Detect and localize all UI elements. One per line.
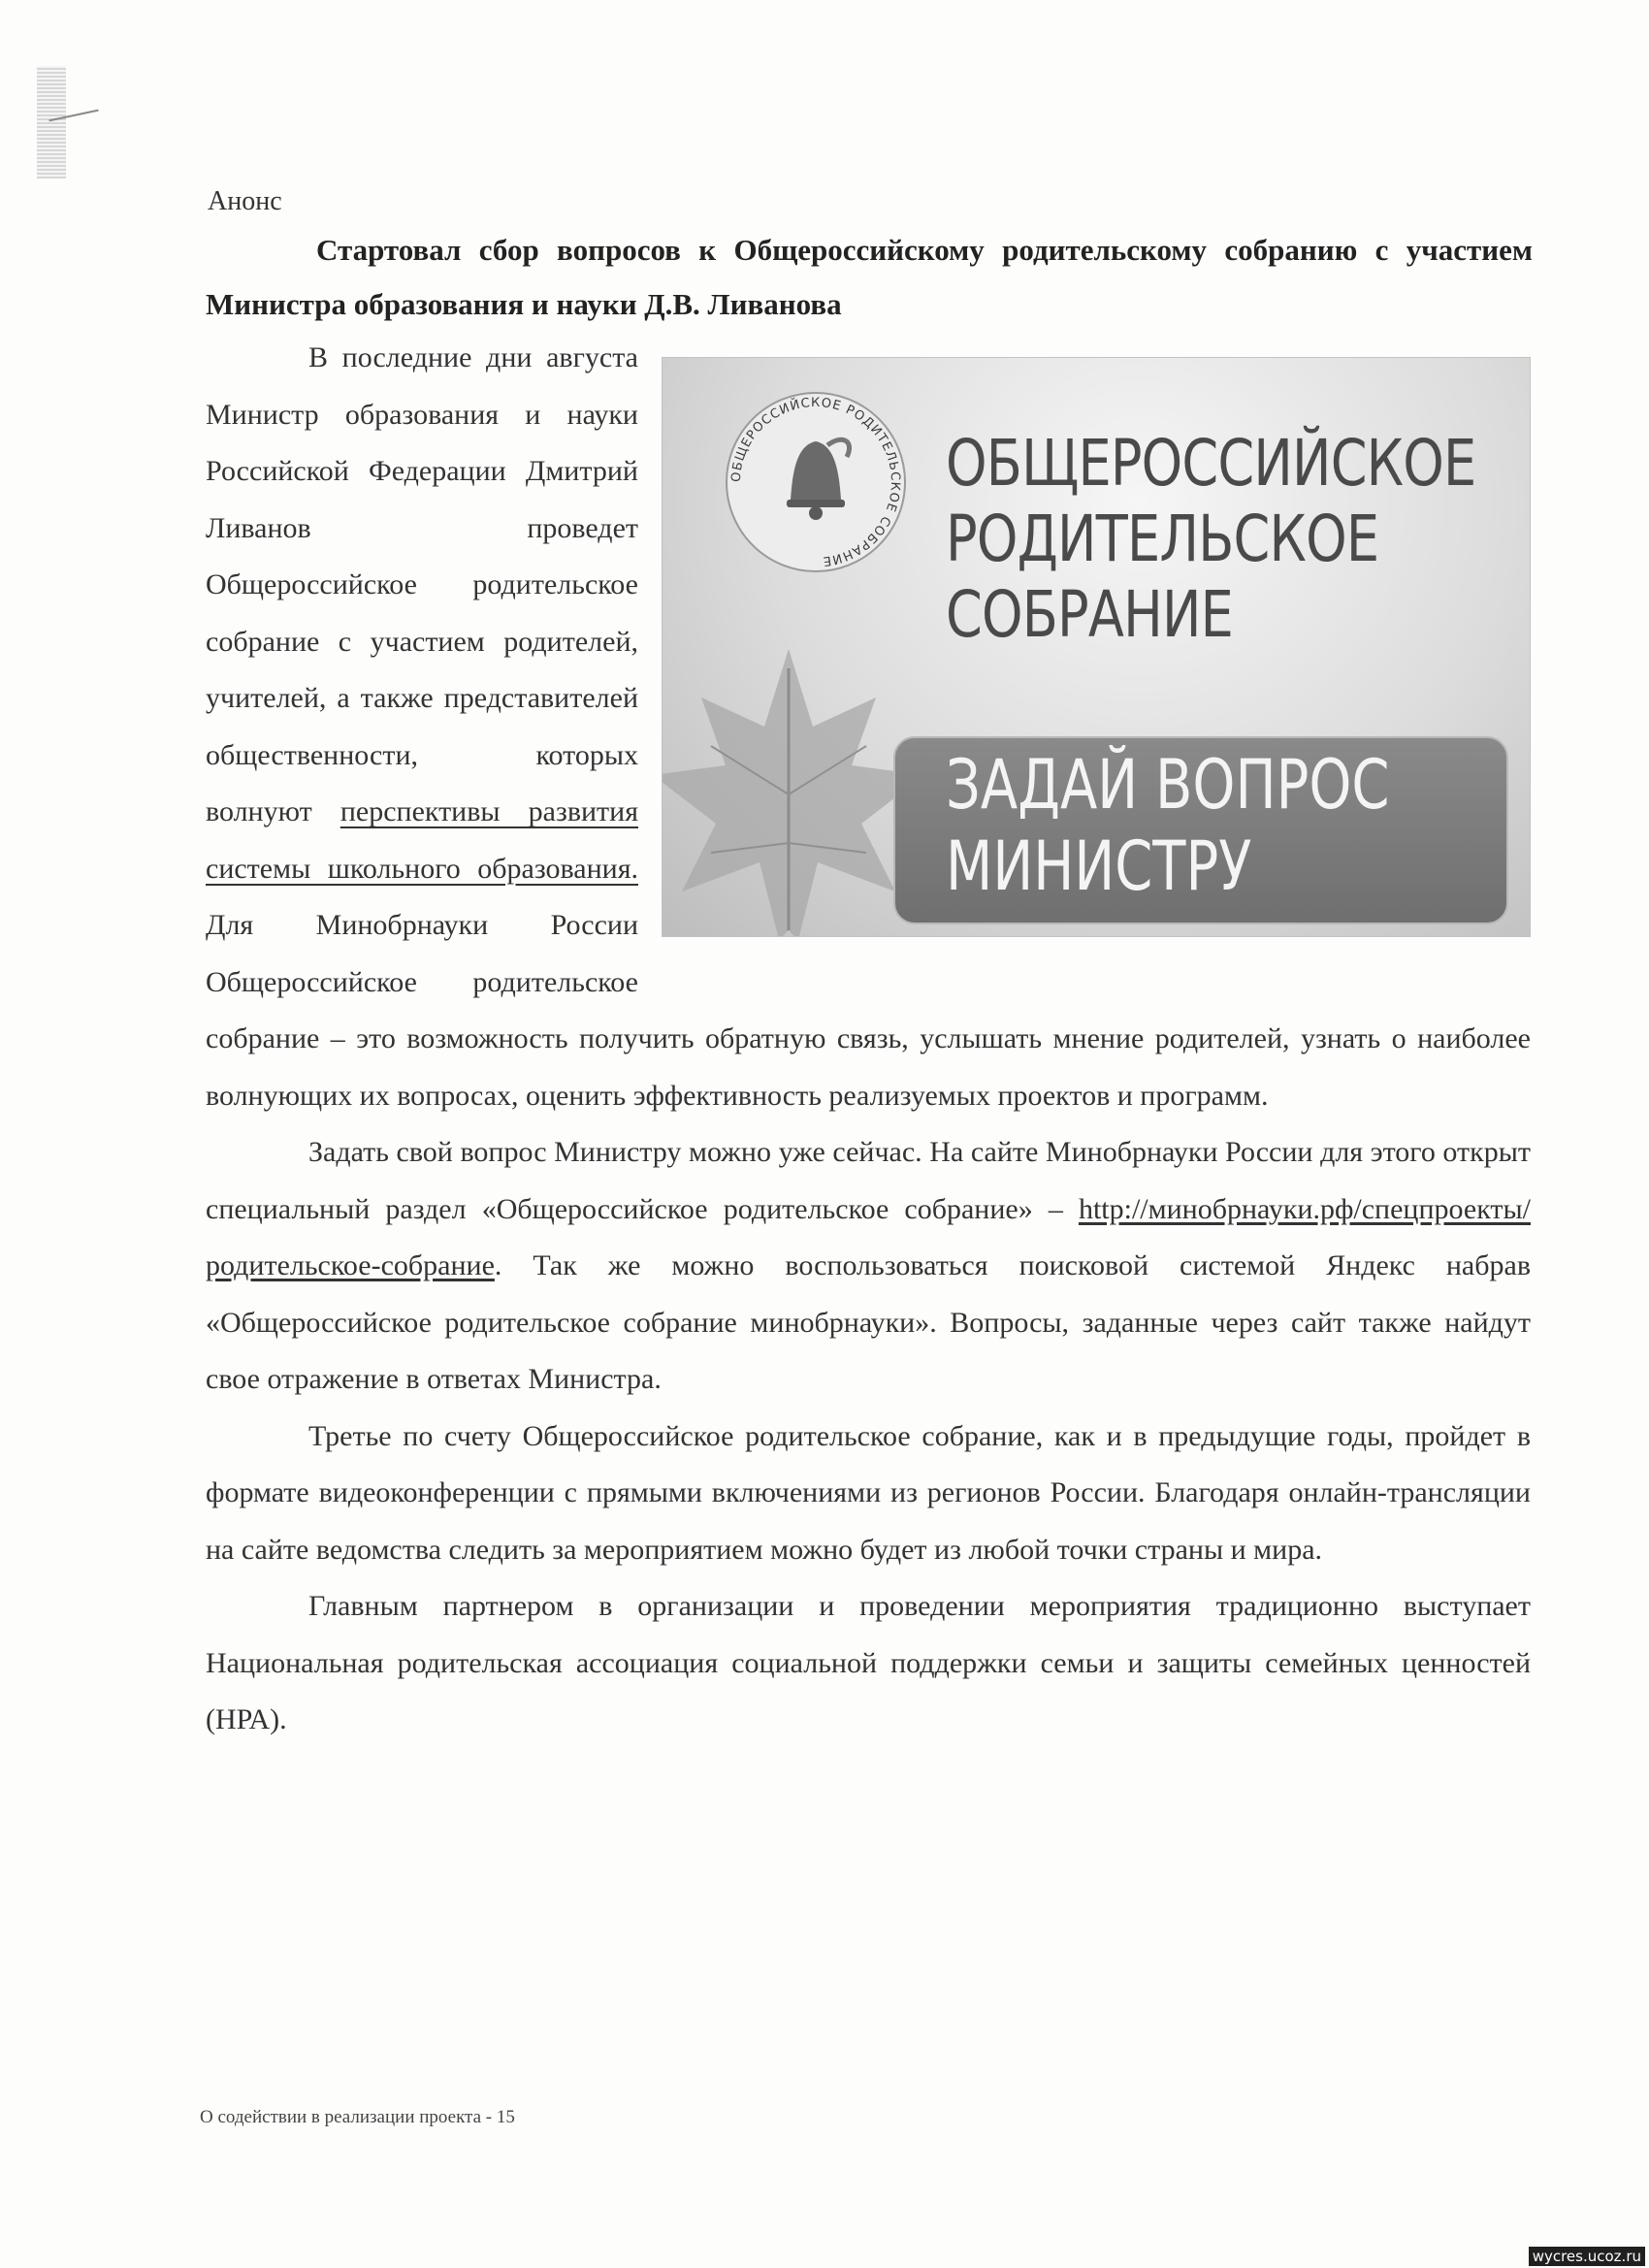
paragraph-4: Главным партнером в организации и проведении мероприятия традиционно выступает Национальная родительская ассоциация социальной поддержки семьи и защиты семейных ценностей (НРА). xyxy=(206,1590,1531,1735)
banner-title xyxy=(946,426,1475,653)
banner-title-line-1: ОБЩЕРОССИЙСКОЕ xyxy=(946,426,1476,501)
article-body xyxy=(206,330,1531,1749)
page-footer: О содействии в реализации проекта - 15 xyxy=(200,2107,515,2127)
paragraph-2-part-b: . Так же можно воспользоваться поисковой системой Яндекс набрав «Общероссийское родительское собрание минобрнауки». Вопросы, заданные через сайт также найдут свое отражение в ответах Министра. xyxy=(206,1249,1531,1395)
parent-meeting-banner xyxy=(662,357,1531,937)
emblem-bell-icon xyxy=(719,385,913,579)
scan-edge-artifact xyxy=(37,66,66,178)
site-watermark: wycres.ucoz.ru xyxy=(1529,2247,1645,2266)
banner-title-line-2: РОДИТЕЛЬСКОЕ xyxy=(946,502,1379,576)
paragraph-1-part-b: Для Минобрнауки России Общероссийское родительское собрание – это возможность получить обратную связь, услышать мнение родителей, узнать о наиболее волнующих их вопросах, оценить эффективность реализуемых проектов и программ. xyxy=(206,909,1531,1112)
ask-minister-text xyxy=(946,744,1390,907)
article-title: Стартовал сбор вопросов к Общероссийскому родительскому собранию с участием Министра образования и науки Д.В. Ливанова xyxy=(206,233,1533,321)
paragraph-2-part-a: Задать свой вопрос Министру можно уже сейчас. На сайте Минобрнауки России для этого открыт специальный раздел «Общероссийское родительское собрание» – xyxy=(206,1136,1531,1225)
paragraph-2 xyxy=(206,1124,1531,1409)
ask-minister-line-2: МИНИСТРУ xyxy=(946,826,1252,906)
ask-minister-line-1: ЗАДАЙ ВОПРОС xyxy=(946,745,1390,825)
paragraph-1-underlined-phrase: перспективы развития системы школьного образования. xyxy=(206,795,639,885)
paragraph-1-part-a: В последние дни августа Министр образования и науки Российской Федерации Дмитрий Ливанов проведет Общероссийское родительское собрание с участием родителей, учителей, а также представителей общественности, которых волнуют xyxy=(206,341,638,827)
paragraph-3: Третье по счету Общероссийское родительское собрание, как и в предыдущие годы, пройдет в формате видеоконференции с прямыми включениями из регионов России. Благодаря онлайн-трансляции на сайте ведомства следить за мероприятием можно будет из любой точки страны и мира. xyxy=(206,1419,1531,1566)
special-section-link[interactable]: http://минобрнауки.рф/спецпроекты/родительское-собрание xyxy=(206,1192,1531,1281)
banner-title-line-3: СОБРАНИЕ xyxy=(946,577,1233,652)
emblem-ring-text: ОБЩЕРОССИЙСКОЕ РОДИТЕЛЬСКОЕ СОБРАНИЕ xyxy=(728,395,903,568)
announcement-label: Анонс xyxy=(208,186,282,216)
